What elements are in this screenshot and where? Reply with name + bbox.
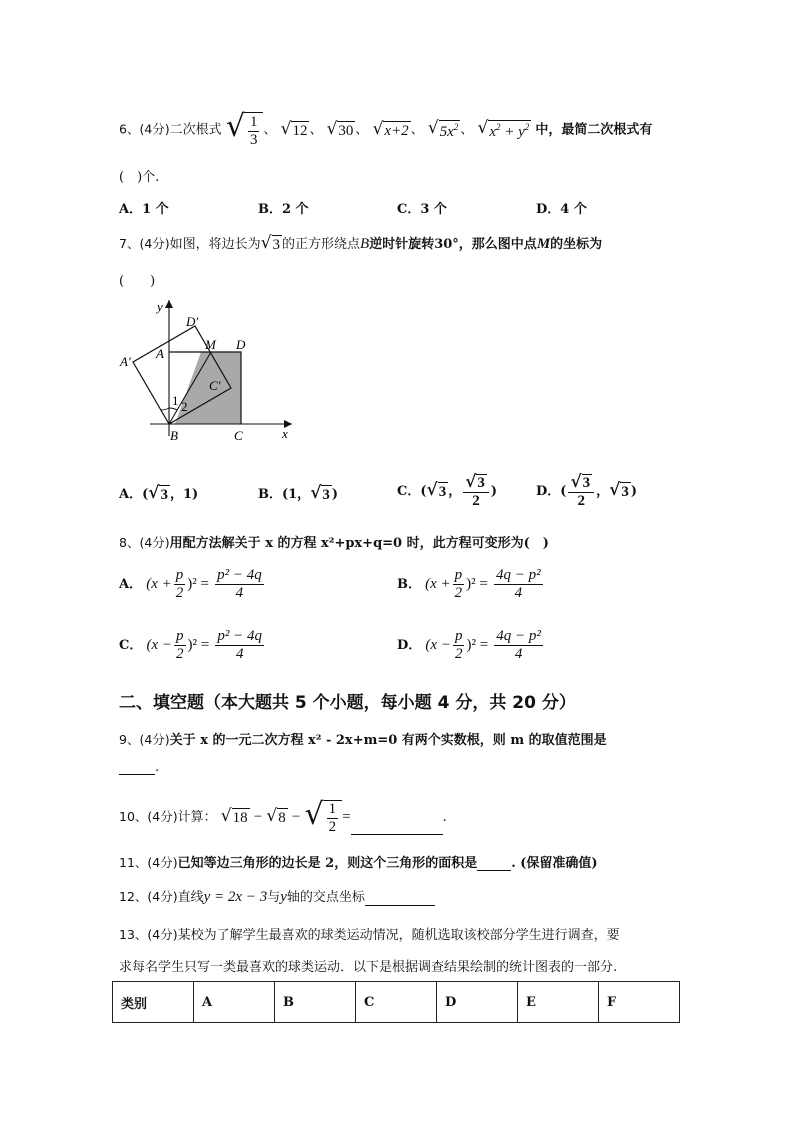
q8-stem: 8、(4分)用配方法解关于 x 的方程 x²+px+q=0 时，此方程可变形为( ): [119, 535, 549, 551]
label-c: C: [234, 428, 243, 443]
q6-stem: 6、(4分)二次根式 √ $\frac{1}{3}$ 、 √ 12 、 √ 30 、 √ x+2 、 √ $5x^2$ 、 √ $x^2 + y^2$ 中，最简二次根式有: [119, 109, 653, 148]
table-cell: D: [437, 982, 518, 1023]
q11-stem: 11、(4分)已知等边三角形的边长是 2，则这个三角形的面积是 . (保留准确值): [119, 855, 598, 871]
table-cell: C: [356, 982, 437, 1023]
q6-stem-line2: ( )个.: [119, 170, 160, 185]
q8-option-d[interactable]: D． (x − $\frac{p}{2}$ )² = $\frac{\text{4q − p²}}{4}$: [397, 628, 541, 662]
label-angle-1: 1: [172, 393, 179, 408]
q13-line2: 求每名学生只写一类最喜欢的球类运动．以下是根据调查结果绘制的统计图表的一部分.: [119, 960, 618, 975]
q11-number: 11、(4分): [119, 855, 178, 870]
q6-radical-4: √ x+2: [372, 118, 409, 139]
category-table: [112, 981, 680, 1023]
q9-stem: 9、(4分)关于 x 的一元二次方程 x² - 2x+m=0 有两个实数根，则 m 的取值范围是: [119, 732, 607, 748]
q6-stem-pre: 二次根式: [169, 122, 222, 138]
angle-arc-1: [161, 408, 169, 410]
table-cell: B: [275, 982, 356, 1023]
label-b: B: [170, 428, 178, 443]
q12-answer-blank[interactable]: [365, 891, 435, 906]
label-d: D: [236, 337, 246, 352]
q7-stem: 7、(4分)如图，将边长为 √ 3 的正方形绕点B逆时针旋转30°，那么图中点M的坐标为: [119, 233, 603, 253]
label-y: y: [157, 299, 163, 314]
y-axis-arrow: [165, 300, 173, 308]
q7-option-b[interactable]: B．(1， √ 3 ): [258, 483, 339, 503]
q8-option-b[interactable]: B． (x + $\frac{p}{2}$ )² = $\frac{\text{4q − p²}}{4}$: [397, 567, 541, 601]
q8-option-c[interactable]: C． (x − $\frac{p}{2}$ )² = $\frac{\text{p² − 4q}}{4}$: [119, 628, 262, 662]
label-d-prime: D′: [186, 314, 199, 329]
q7-number: 7、(4分): [119, 236, 170, 251]
q7-stem-line2: ( ): [119, 274, 156, 289]
label-x: x: [282, 426, 288, 441]
q6-option-a[interactable]: A．1 个: [119, 202, 169, 217]
q7-option-c[interactable]: C．( √ 3 ， √ 3 2 ): [397, 472, 498, 509]
q10-radical-half: √ $\frac{1}{2}$: [304, 800, 342, 835]
q13-number: 13、(4分): [119, 927, 178, 942]
q7-figure: [118, 295, 298, 445]
q10-radical-8: √ 8: [266, 806, 286, 826]
q7-stem-radical: √ 3: [260, 233, 281, 253]
q7-option-a[interactable]: A．( √ 3 ，1): [119, 483, 199, 503]
q6-radical-1: √ $\frac{1}{3}$: [226, 112, 264, 148]
q6-radical-6: √ $x^2 + y^2$: [477, 117, 530, 140]
q6-option-c[interactable]: C．3 个: [397, 202, 447, 217]
label-angle-2: 2: [181, 399, 188, 414]
q8-option-a[interactable]: A． (x + $\frac{p}{2}$ )² = $\frac{\text{p² − 4q}}{4}$: [119, 567, 262, 601]
section-title: 二、填空题（本大题共 5 个小题，每小题 4 分，共 20 分）: [119, 693, 576, 713]
q10-radical-18: √ 18: [220, 806, 248, 826]
q12-stem: 12、(4分)直线y = 2x − 3与y轴的交点坐标: [119, 886, 435, 906]
q6-radical-5: √ $5x^2$: [427, 117, 459, 140]
q10-number: 10、(4分): [119, 809, 178, 824]
label-c-prime: C′: [209, 378, 221, 393]
q6-stem-post: 中，最简二次根式有: [535, 122, 653, 138]
table-cell: F: [599, 982, 680, 1023]
q6-number: 6、(4分): [119, 121, 170, 137]
q10-stem: 10、(4分)计算： √ 18 − √ 8 − √ $\frac{1}{2}$ = .: [119, 797, 447, 835]
q9-answer-blank[interactable]: [119, 760, 155, 775]
table-cell: A: [194, 982, 275, 1023]
q6-radical-3: √ 30: [326, 118, 354, 139]
label-a-prime: A′: [120, 354, 131, 369]
q9-number: 9、(4分): [119, 732, 170, 747]
label-a: A: [156, 346, 164, 361]
table-cell: E: [518, 982, 599, 1023]
q12-number: 12、(4分): [119, 889, 178, 904]
label-m: M: [205, 337, 216, 352]
q8-number: 8、(4分): [119, 535, 170, 550]
q9-line2: .: [119, 760, 159, 775]
q10-answer-blank[interactable]: [351, 818, 443, 835]
q11-answer-blank[interactable]: [477, 856, 511, 871]
q6-option-d[interactable]: D．4 个: [536, 202, 587, 217]
q6-option-b[interactable]: B．2 个: [258, 202, 309, 217]
table-cell: 类别: [113, 982, 194, 1023]
angle-arc-2: [169, 408, 177, 410]
table-header-row: [113, 982, 680, 1023]
q6-radical-2: √ 12: [280, 118, 308, 139]
q13-line1: 13、(4分)某校为了解学生最喜欢的球类运动情况，随机选取该校部分学生进行调查，要: [119, 927, 620, 943]
q7-option-d[interactable]: D．( √ 3 2 ， √ 3 ): [536, 472, 637, 509]
